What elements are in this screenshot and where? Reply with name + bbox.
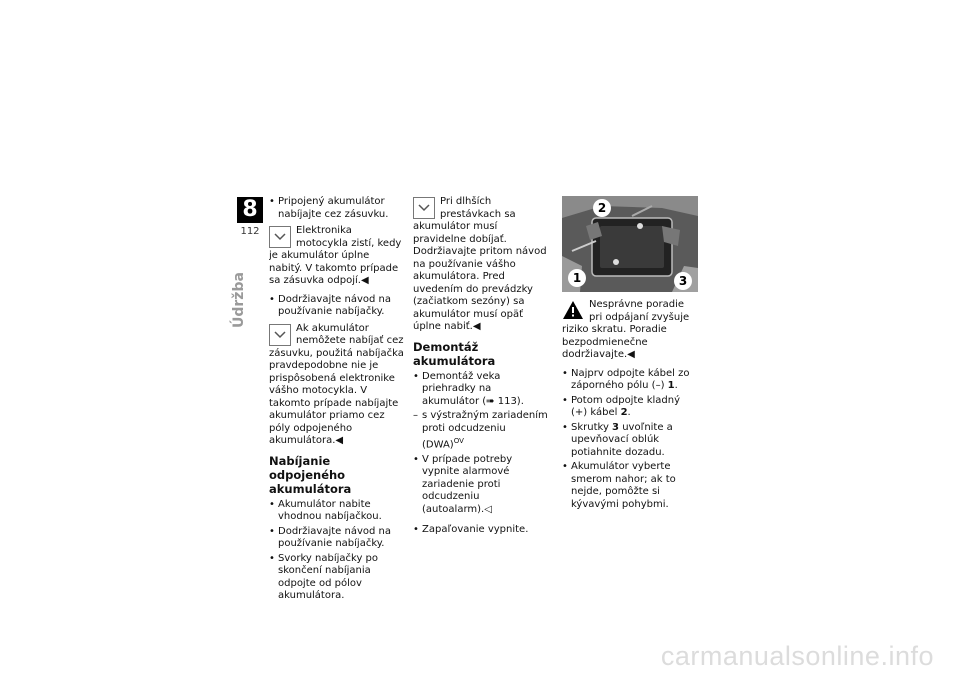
list-item: • Akumulátor nabite vhodnou nabíjačkou.: [269, 499, 405, 524]
column-2: [413, 196, 549, 539]
step-item: [562, 461, 698, 511]
dash-text: s výstražným zariadením proti odcudzeniu (DWA): [422, 410, 548, 451]
list-item: • Dodržiavajte návod na používanie nabíjačky.: [269, 526, 405, 551]
list-item: • Zapaľovanie vypnite.: [413, 524, 549, 537]
note-text: Ak akumulátor nemôžete nabíjať cez zásuvku, použitá nabíjačka pravdepodobne nie je prispôsobená elektronike vášho motocykla. V takomto prípade nabíjajte akumulátor priamo cez póly odpojeného akumulátora.◀: [269, 322, 404, 446]
step-number: 1: [667, 380, 675, 391]
step-end: .: [674, 380, 678, 391]
step-item: [562, 422, 698, 460]
note-block: [269, 323, 405, 448]
list-item: • Dodržiavajte návod na používanie nabíjačky.: [269, 294, 405, 319]
note-text: Elektronika motocykla zistí, kedy je akumulátor úplne nabitý. V takomto prípade sa zásuvka odpojí.◀: [269, 225, 402, 286]
note-arrow-icon: [413, 197, 435, 219]
step-number: 2: [620, 407, 628, 418]
column-1: [269, 196, 405, 605]
note-text: Pri dlhších prestávkach sa akumulátor musí pravidelne dobíjať. Dodržiavajte pritom návod na používanie vášho akumulátora. Pred uvedením do prevádzky (začiatkom sezóny) sa akumulátor musí opäť úplne nabiť.◀: [413, 196, 547, 332]
section-heading: Nabíjanie odpojeného akumulátora: [269, 453, 352, 496]
column-3: [562, 196, 698, 513]
option-sup: OV: [453, 437, 464, 445]
warning-icon: [562, 300, 584, 320]
section-title: Údržba: [231, 272, 247, 328]
chapter-number: 8: [237, 197, 263, 223]
note-block: [413, 196, 549, 334]
note-arrow-icon: [269, 226, 291, 248]
chapter-tab: [237, 197, 263, 237]
list-item: [413, 410, 549, 452]
warning-block: [562, 299, 698, 362]
note-arrow-icon: [269, 324, 291, 346]
list-item: • Svorky nabíjačky po skončení nabíjania odpojte od pólov akumulátora.: [269, 553, 405, 603]
callout-2: 2: [593, 199, 611, 217]
step-text: Skrutky: [571, 421, 613, 433]
step-text: Najprv odpojte kábel zo záporného pólu (–): [571, 367, 690, 391]
page-number: 112: [240, 226, 260, 237]
step-end: .: [627, 407, 631, 418]
step-text: Akumulátor vyberte smerom nahor; ak to nejde, pomôžte si kývavými pohybmi.: [571, 461, 676, 510]
warning-text: Nesprávne poradie pri odpájaní zvyšuje riziko skratu. Poradie bezpodmienečne dodržiavajte.◀: [562, 299, 690, 360]
step-number: 3: [612, 421, 620, 433]
battery-photo: [562, 196, 698, 292]
step-end: uvoľnite a upevňovací oblúk potiahnite dozadu.: [571, 421, 673, 458]
callout-1: 1: [568, 269, 586, 287]
step-item: [562, 368, 698, 393]
list-item: • Pripojený akumulátor nabíjajte cez zásuvku.: [269, 196, 405, 221]
list-item: • Demontáž veka priehradky na akumulátor (➠ 113).: [413, 371, 549, 409]
step-text: Potom odpojte kladný (+) kábel: [571, 394, 681, 418]
section-heading: Demontáž akumulátora: [413, 339, 496, 368]
list-item: • V prípade potreby vypnite alarmové zariadenie proti odcudzeniu (autoalarm).◁: [413, 454, 549, 517]
callout-3: 3: [674, 272, 692, 290]
step-item: [562, 395, 698, 420]
note-block: [269, 225, 405, 288]
watermark: carmanualsonline.info: [660, 641, 934, 671]
